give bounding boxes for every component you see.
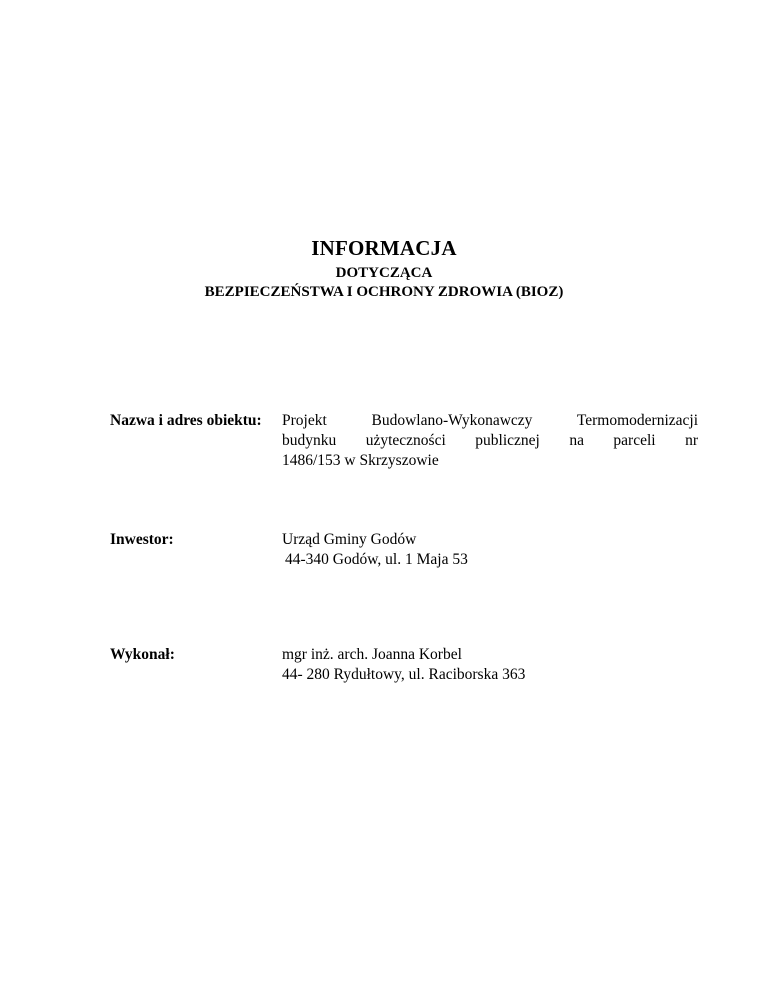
object-line-3: 1486/153 w Skrzyszowie (282, 452, 439, 469)
document-subtitle-line-2: BEZPIECZEŃSTWA I OCHRONY ZDROWIA (BIOZ) (204, 284, 564, 300)
investor-line-1: Urząd Gminy Godów (282, 531, 417, 548)
field-value-investor (282, 530, 698, 570)
object-line-1: Projekt Budowlano-Wykonawczy Termomodernizacji (282, 412, 698, 429)
field-label-object: Nazwa i adres obiektu: (110, 412, 262, 429)
field-label-author: Wykonał: (110, 646, 175, 663)
field-label-investor: Inwestor: (110, 531, 174, 548)
author-line-2: 44- 280 Rydułtowy, ul. Raciborska 363 (282, 666, 526, 683)
field-value-author (282, 645, 698, 685)
author-line-1: mgr inż. arch. Joanna Korbel (282, 646, 462, 663)
document-title: INFORMACJA (311, 236, 457, 260)
investor-line-2: 44-340 Godów, ul. 1 Maja 53 (285, 551, 468, 568)
document-subtitle-line-1: DOTYCZĄCA (335, 265, 433, 281)
object-line-2: budynku użyteczności publicznej na parceli nr (282, 432, 698, 449)
field-value-object (282, 411, 698, 471)
